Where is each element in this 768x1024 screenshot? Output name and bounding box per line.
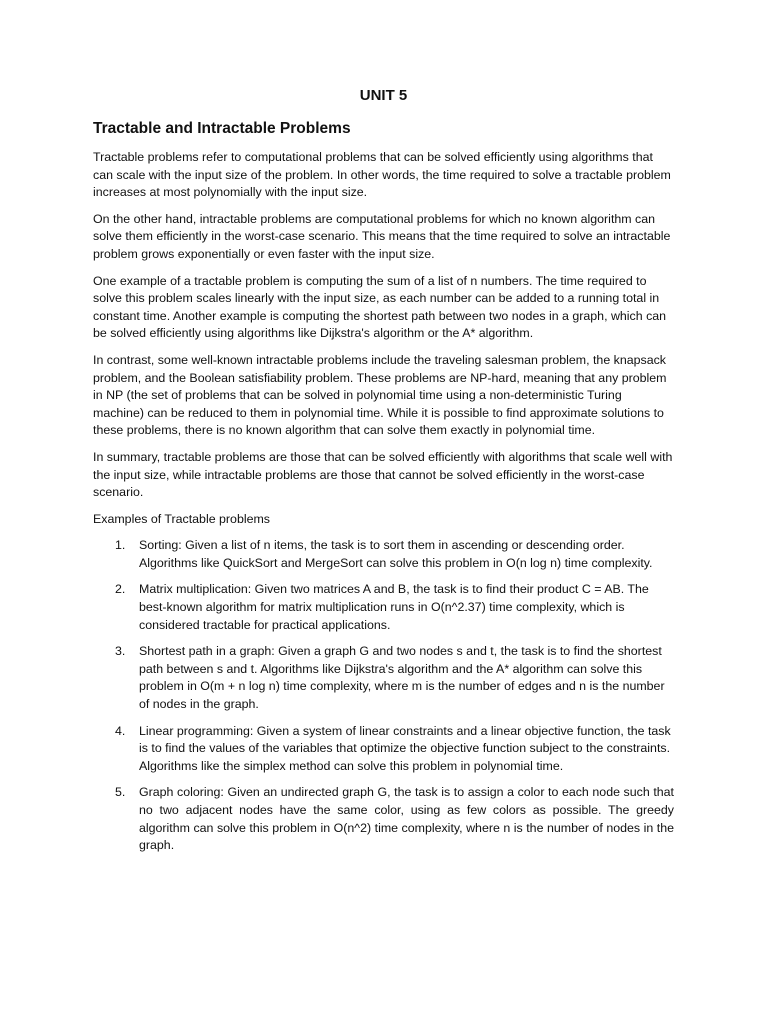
list-item [93, 784, 674, 854]
list-item-number: 4. [115, 723, 126, 738]
list-item-number: 5. [115, 785, 126, 800]
list-item-number: 3. [115, 644, 126, 659]
examples-label: Examples of Tractable problems [93, 511, 270, 526]
paragraph-tractable-examples: One example of a tractable problem is computing the sum of a list of n numbers. The time required to solve this problem scales linearly with the input size, as each number can be added to a running total in constant time. Another example is computing the shortest path between two nodes in a graph, which can be solved efficiently using algorithms like Dijkstra's algorithm or the A* algorithm. [93, 273, 667, 341]
list-item-number: 2. [115, 582, 126, 597]
paragraph-intractable-examples: In contrast, some well-known intractable problems include the traveling salesman problem, the knapsack problem, and the Boolean satisfiability problem. These problems are NP-hard, meaning that any problem in NP (the set of problems that can be solved in polynomial time using a non-deterministic Turing machine) can be reduced to them in polynomial time. While it is possible to find approximate solutions to these problems, there is no known algorithm that can solve them exactly in polynomial time. [93, 352, 667, 438]
list-item-text: Shortest path in a graph: Given a graph G and two nodes s and t, the task is to find the shortest path between s and t. Algorithms like Dijkstra's algorithm and the A* algorithm can solve this problem in O(m + n log n) time complexity, where m is the number of edges and n is the number of nodes in the graph. [139, 644, 665, 712]
list-item [93, 537, 674, 572]
list-item-text: Linear programming: Given a system of linear constraints and a linear objective function, the task is to find the values of the variables that optimize the objective function subject to the constraints. Algorithms like the simplex method can solve this problem in polynomial time. [139, 723, 671, 773]
list-item [93, 723, 674, 776]
paragraph-summary: In summary, tractable problems are those that can be solved efficiently with algorithms that scale well with the input size, while intractable problems are those that cannot be solved efficiently in the worst-case scenario. [93, 449, 673, 500]
unit-title: UNIT 5 [359, 87, 408, 104]
list-item [93, 643, 674, 713]
list-item-text: Matrix multiplication: Given two matrices A and B, the task is to find their product C = AB. The best-known algorithm for matrix multiplication runs in O(n^2.37) time complexity, which is considered tractable for practical applications. [139, 582, 649, 632]
paragraph-intractable-definition: On the other hand, intractable problems are computational problems for which no known algorithm can solve them efficiently in the worst-case scenario. This means that the time required to solve an intractable problem grows exponentially or even faster with the input size. [93, 211, 671, 261]
list-item-number: 1. [115, 538, 126, 553]
list-item [93, 581, 674, 634]
section-heading: Tractable and Intractable Problems [93, 120, 351, 137]
examples-list [93, 537, 674, 855]
paragraph-tractable-definition: Tractable problems refer to computational problems that can be solved efficiently using algorithms that can scale with the input size of the problem. In other words, the time required to solve a tractable problem increases at most polynomially with the input size. [93, 150, 671, 200]
list-item-text: Sorting: Given a list of n items, the task is to sort them in ascending or descending order. Algorithms like QuickSort and MergeSort can solve this problem in O(n log n) time complexity. [139, 538, 653, 570]
list-item-text: Graph coloring: Given an undirected graph G, the task is to assign a color to each node such that no two adjacent nodes have the same color, using as few colors as possible. The greedy algorithm can solve this problem in O(n^2) time complexity, where n is the number of nodes in the graph. [139, 785, 674, 853]
